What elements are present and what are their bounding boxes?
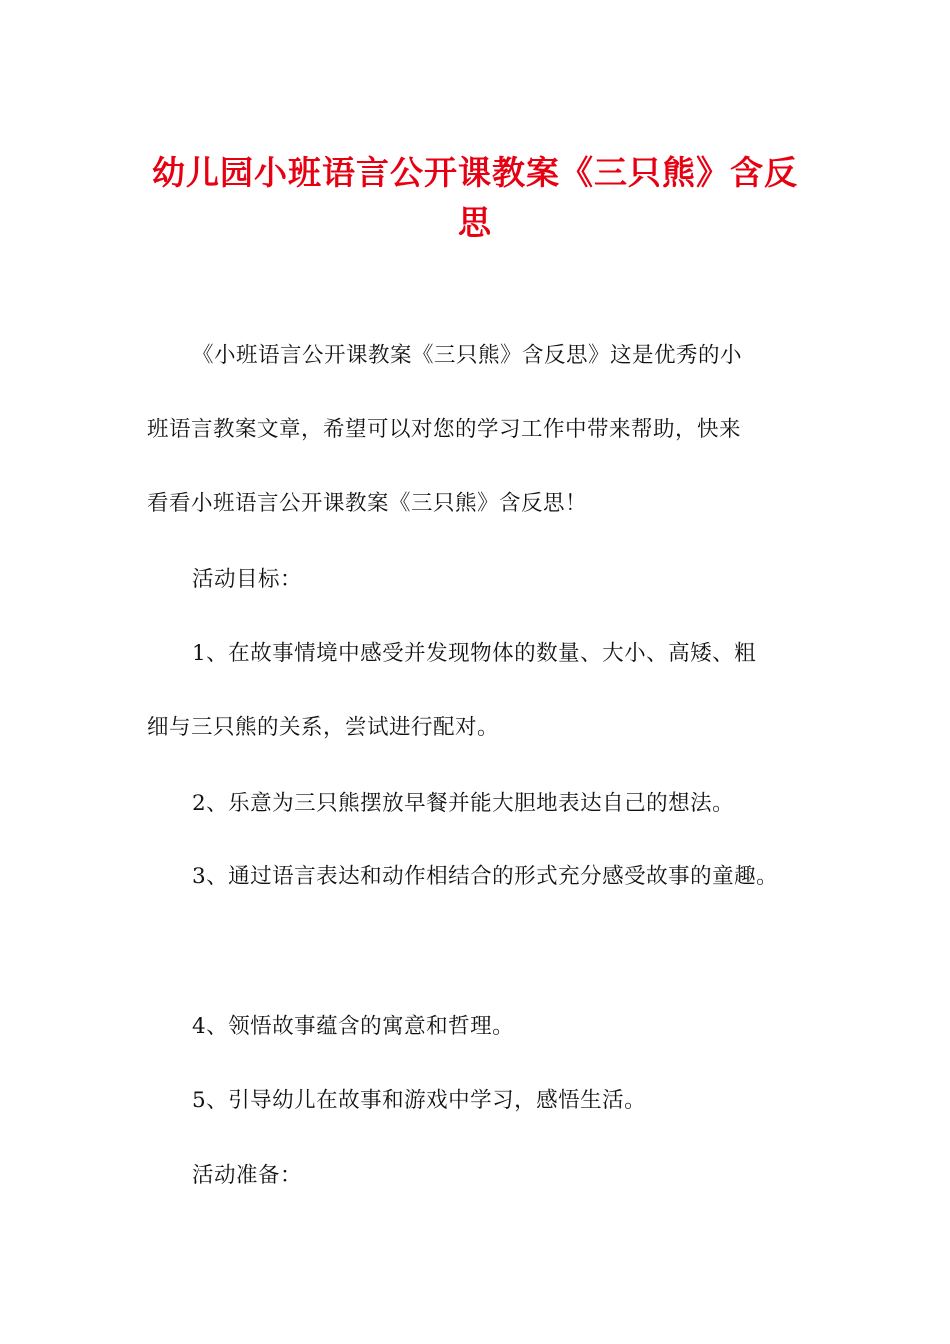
- section-heading-preparation: 活动准备：: [192, 1163, 303, 1188]
- paragraph-line: 《小班语言公开课教案《三只熊》含反思》这是优秀的小: [192, 343, 743, 368]
- document-title: 幼儿园小班语言公开课教案《三只熊》含反思: [152, 153, 798, 242]
- paragraph-line: 5、引导幼儿在故事和游戏中学习，感悟生活。: [192, 1088, 647, 1113]
- paragraph-line: 1、在故事情境中感受并发现物体的数量、大小、高矮、粗: [192, 641, 757, 666]
- paragraph-line: 3、通过语言表达和动作相结合的形式充分感受故事的童趣。: [192, 864, 779, 889]
- paragraph-line: 4、领悟故事蕴含的寓意和哲理。: [192, 1014, 515, 1039]
- paragraph-line: 2、乐意为三只熊摆放早餐并能大胆地表达自己的想法。: [192, 791, 735, 816]
- section-heading-goals: 活动目标：: [192, 567, 303, 592]
- paragraph-line: 细与三只熊的关系，尝试进行配对。: [147, 715, 500, 740]
- paragraph-line: 班语言教案文章，希望可以对您的学习工作中带来帮助，快来: [147, 417, 742, 442]
- paragraph-line: 看看小班语言公开课教案《三只熊》含反思！: [147, 491, 588, 516]
